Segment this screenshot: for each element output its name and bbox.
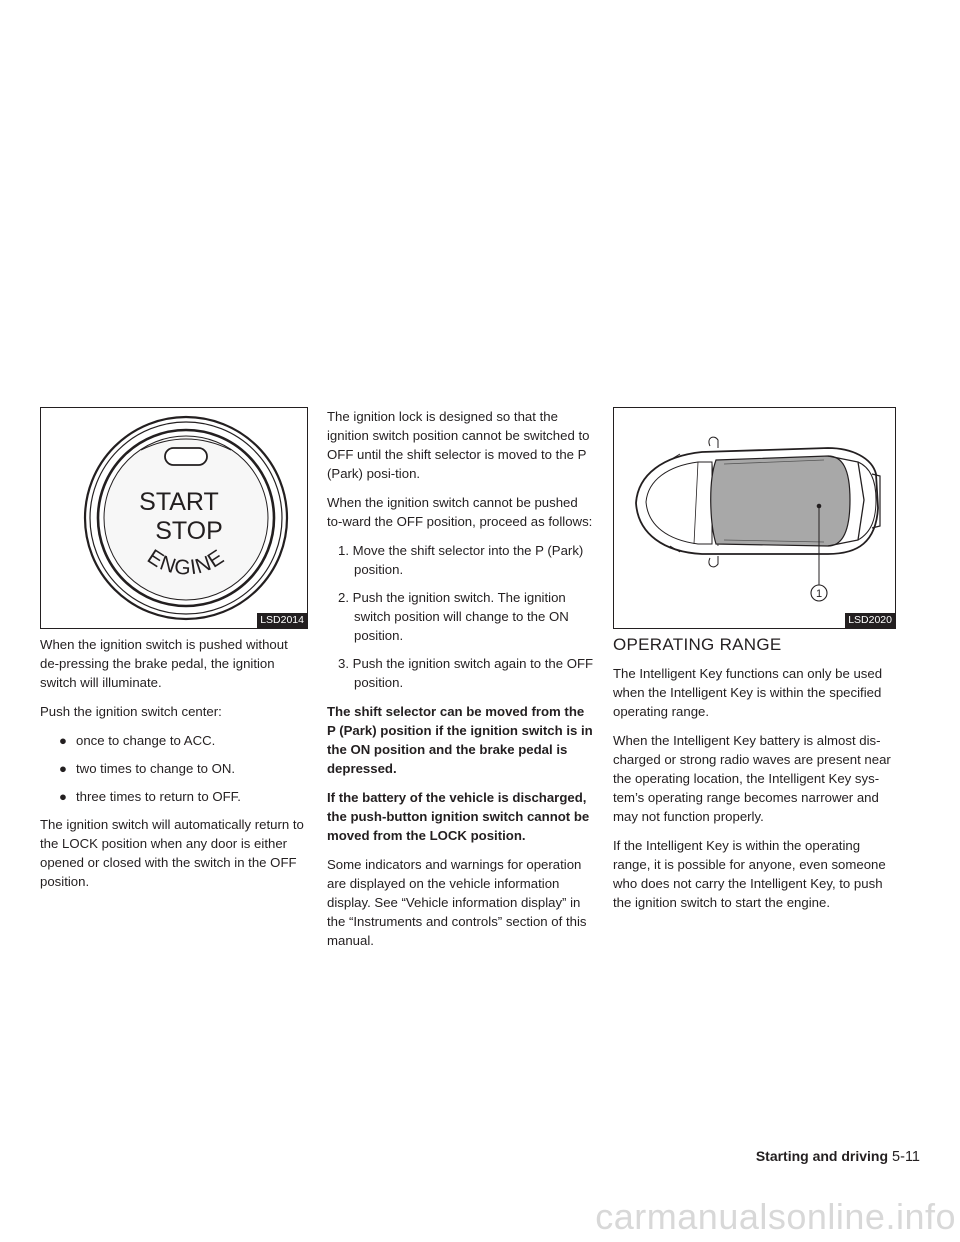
list-item: 3. Push the ignition switch again to the OFF position. [338,656,594,690]
operating-range-figure [613,407,896,629]
start-stop-button-illustration [41,408,307,628]
callout-number: 1 [815,588,823,600]
column-right [613,407,896,922]
bullet-icon: ● [59,761,67,776]
column-left [40,407,308,901]
list-item: 1. Move the shift selector into the P (Park) position. [338,543,584,577]
paragraph: The Intelligent Key functions can only be used when the Intelligent Key is within the specified operating range. [613,666,883,719]
bold-note: If the battery of the vehicle is discharged, the push-button ignition switch cannot be moved from the LOCK position. [327,790,590,843]
list-item: 2. Push the ignition switch. The ignition switch position will change to the ON position. [338,590,569,643]
step-list [327,541,595,692]
paragraph: When the ignition switch is pushed without de-pressing the brake pedal, the ignition switch will illuminate. [40,637,288,690]
page-footer [756,1148,920,1165]
vehicle-top-view-illustration [614,408,895,628]
list-item: ● two times to change to ON. [59,761,236,776]
column-middle [327,407,595,960]
paragraph: Push the ignition switch center: [40,704,222,719]
button-text-stop: STOP [155,517,223,545]
bullet-icon: ● [59,789,67,804]
watermark: carmanualsonline.info [595,1196,956,1237]
figure-code: LSD2014 [257,613,307,628]
bullet-icon: ● [59,733,67,748]
paragraph: Some indicators and warnings for operation are displayed on the vehicle information display. See “Vehicle information display” in the “Instruments and controls” section of this manual. [327,857,587,948]
paragraph: When the Intelligent Key battery is almost dis-charged or strong radio waves are present near the operating location, the Intelligent Key sys-tem’s operating range becomes narrower and may not function properly. [613,733,891,824]
section-heading: OPERATING RANGE [613,635,782,654]
bullet-list [40,731,308,806]
page-number: 5-11 [892,1149,920,1165]
list-item: ● three times to return to OFF. [59,789,241,804]
list-item: ● once to change to ACC. [59,733,216,748]
paragraph: When the ignition switch cannot be pushed to-ward the OFF position, proceed as follows: [327,495,593,529]
paragraph: The ignition lock is designed so that the ignition switch position cannot be switched to OFF until the shift selector is moved to the P (Park) posi-tion. [327,409,590,481]
start-stop-figure [40,407,308,629]
button-text-engine: ENGINE [143,545,229,580]
section-name: Starting and driving [755,1148,889,1164]
button-text-start: START [139,488,219,516]
figure-code: LSD2020 [845,613,895,628]
paragraph: If the Intelligent Key is within the operating range, it is possible for anyone, even someone who does not carry the Intelligent Key, to push the ignition switch to start the engine. [613,838,886,910]
paragraph: The ignition switch will automatically return to the LOCK position when any door is either opened or closed with the switch in the OFF position. [40,817,304,889]
bold-note: The shift selector can be moved from the P (Park) position if the ignition switch is in the ON position and the brake pedal is depressed. [327,704,593,776]
